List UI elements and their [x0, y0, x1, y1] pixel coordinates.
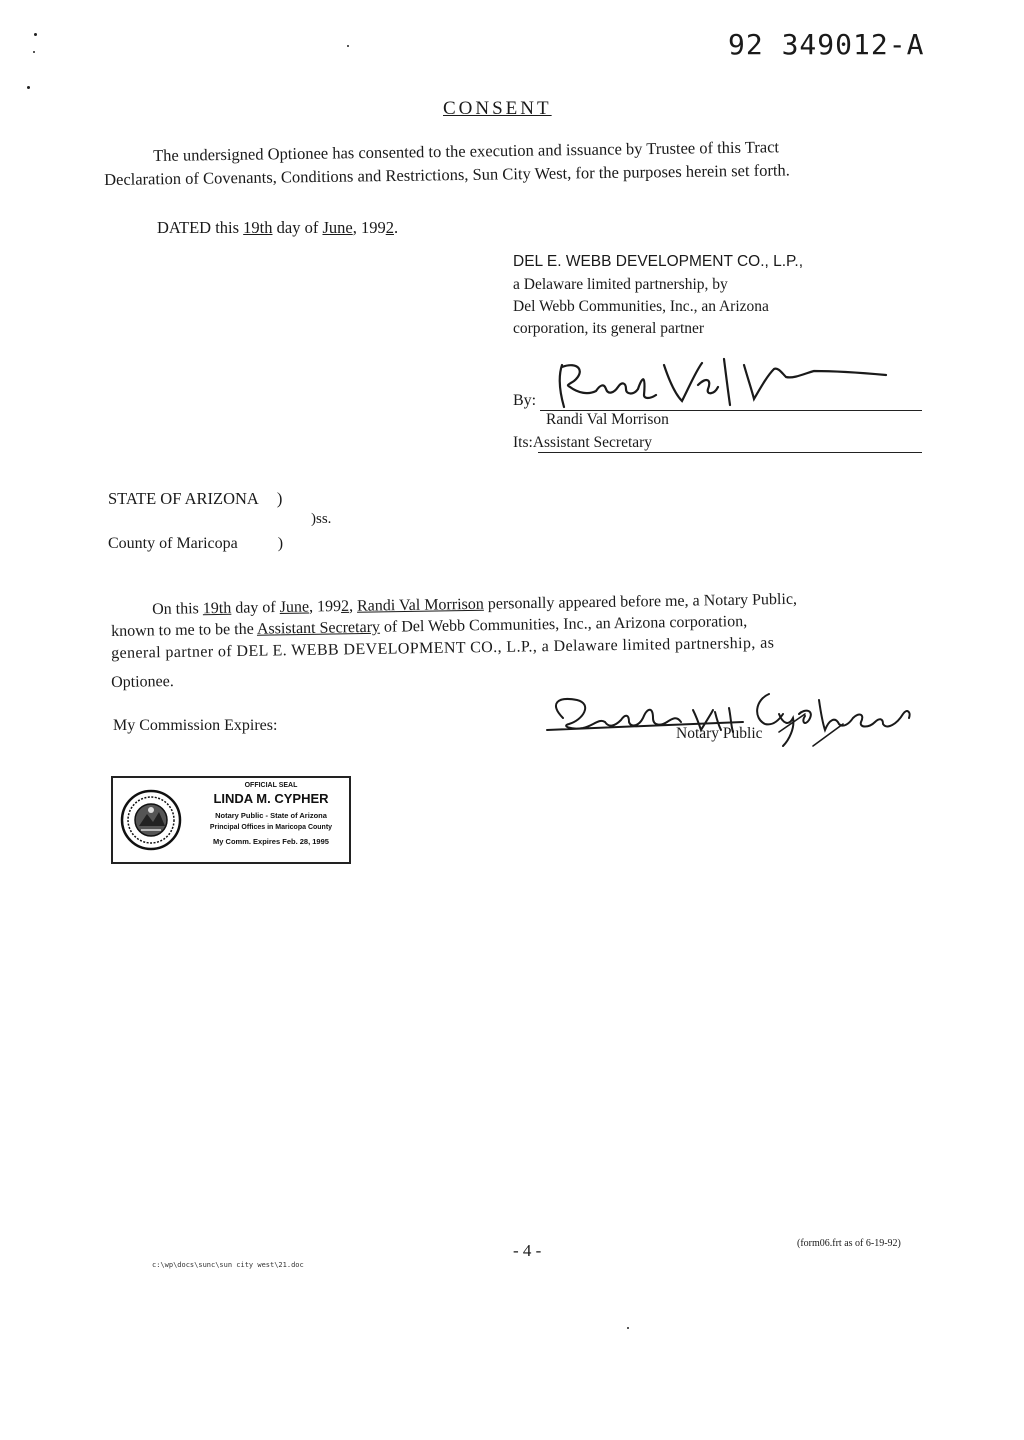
title-line [538, 452, 922, 453]
company-line-3: Del Webb Communities, Inc., an Arizona [513, 298, 769, 315]
ack-text: of Del Webb Communities, Inc., an Arizona corporation, [379, 613, 748, 636]
ack-year-digit: 2 [340, 597, 350, 616]
page-number: - 4 - [513, 1241, 542, 1260]
dated-year-prefix: , 199 [352, 218, 386, 237]
its-label: Its: [513, 434, 533, 451]
document-title: CONSENT [443, 98, 552, 119]
county-paren: ) [277, 535, 284, 552]
dated-day: 19th [243, 218, 273, 237]
company-line-2: a Delaware limited partnership, by [513, 276, 728, 293]
file-path: c:\wp\docs\sunc\sun city west\21.doc [152, 1261, 304, 1269]
seal-line-3: My Comm. Expires Feb. 28, 1995 [213, 837, 329, 846]
company-name: DEL E. WEBB DEVELOPMENT CO., L.P., [513, 253, 803, 270]
dated-mid: day of [272, 218, 323, 237]
ack-day: 19th [202, 599, 232, 618]
document-number: 92 349012-A [728, 28, 925, 61]
intro-line-1: The undersigned Optionee has consented to the execution and issuance by Trustee of this Tract [153, 137, 780, 165]
company-line-4: corporation, its general partner [513, 320, 705, 337]
seal-official: OFFICIAL SEAL [244, 782, 298, 789]
ack-month: June [279, 598, 310, 616]
commission-expires-label: My Commission Expires: [113, 717, 278, 734]
state-seal-icon [119, 788, 183, 852]
ack-text: , 199 [308, 598, 342, 616]
venue-county [108, 535, 283, 553]
signer-title: Assistant Secretary [532, 434, 653, 451]
venue-ss: )ss. [311, 511, 332, 527]
dated-year-digit: 2 [385, 218, 394, 237]
ack-text: day of [231, 598, 280, 617]
ack-text: known to me to be the [111, 620, 258, 640]
venue-state [108, 489, 282, 509]
ack-text: On this [152, 600, 203, 618]
by-label: By: [513, 392, 537, 409]
dated-line [157, 218, 398, 238]
ack-text: personally appeared before me, a Notary Public, [483, 590, 798, 613]
scan-speck [627, 1327, 629, 1329]
state-name: STATE OF ARIZONA [108, 489, 259, 508]
dated-month: June [322, 218, 353, 237]
acknowledgment-line-4: Optionee. [111, 673, 174, 691]
notary-public-label: Notary Public [676, 725, 763, 742]
dated-suffix: . [393, 218, 399, 237]
seal-line-1: Notary Public - State of Arizona [215, 811, 327, 820]
dated-prefix: DATED this [157, 218, 244, 237]
scan-speck [34, 33, 37, 36]
notary-seal [111, 776, 351, 864]
signer-signature [548, 355, 888, 415]
ack-text: , [348, 597, 358, 615]
state-paren: ) [276, 489, 283, 508]
county-name: County of Maricopa [108, 535, 238, 552]
its-line [513, 434, 652, 452]
acknowledgment-line-3: general partner of DEL E. WEBB DEVELOPMENT CO., L.P., a Delaware limited partnership, as [111, 634, 775, 662]
scan-speck [27, 86, 30, 89]
intro-line-2: Declaration of Covenants, Conditions and Restrictions, Sun City West, for the purposes herein set forth. [104, 160, 790, 189]
seal-line-2: Principal Offices in Maricopa County [209, 824, 333, 831]
ack-title: Assistant Secretary [256, 618, 381, 638]
ack-name: Randi Val Morrison [356, 595, 484, 615]
form-code: (form06.frt as of 6-19-92) [797, 1238, 901, 1249]
scan-speck [33, 51, 35, 53]
seal-notary-name: LINDA M. CYPHER [213, 791, 329, 806]
scan-speck [347, 45, 349, 47]
signer-name: Randi Val Morrison [546, 411, 669, 428]
